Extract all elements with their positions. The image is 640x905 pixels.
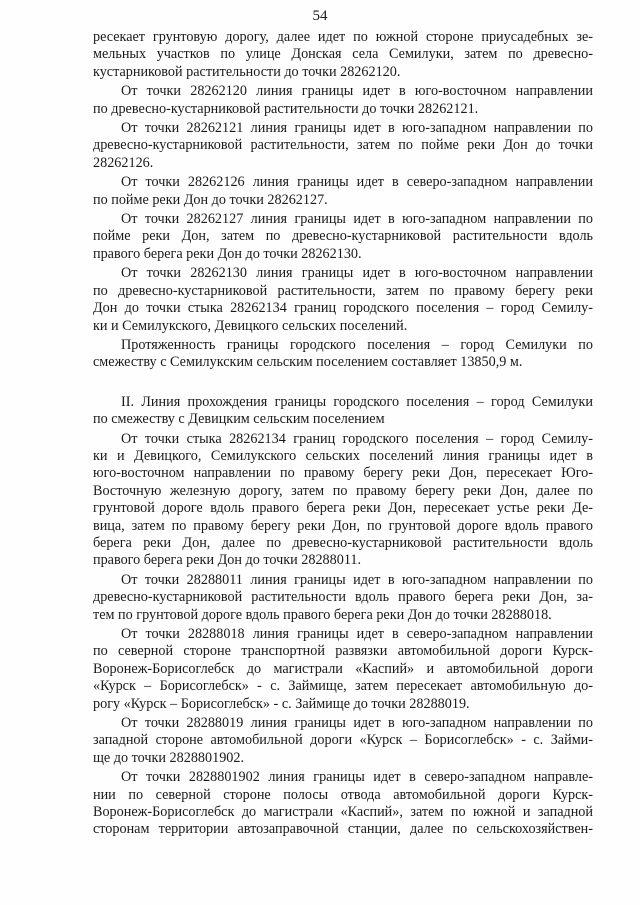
text-line: II. Линия прохождения границы городского поселения – город Семилуки [121, 393, 593, 410]
paragraph [93, 211, 593, 263]
paragraph [93, 265, 593, 335]
text-line: древесно-кустарниковой растительности, затем по пойме реки Дон до точки [93, 137, 593, 154]
text-line: От точки 28288019 линия границы идет в юго-западном направлении по [121, 715, 593, 732]
text-line: по древесно-кустарниковой растительности, затем по правому берегу реки [93, 282, 593, 299]
text-line: Протяженность границы городского поселения – город Семилуки по [121, 336, 593, 353]
text-line: юго-восточном направлении по правому берегу реки Дон, пересекает Юго- [93, 465, 593, 482]
text-line: Восточную железную дорогу, затем по правому берегу реки Дон, далее по [93, 482, 593, 499]
paragraph [93, 769, 593, 839]
paragraph [93, 120, 593, 172]
text-line: От точки 28262127 линия границы идет в юго-западном направлении по [121, 211, 593, 228]
page-number: 54 [312, 8, 328, 24]
text-line: берега реки Дон, далее по древесно-кустарниковой растительности вдоль [93, 534, 593, 551]
section-heading [93, 394, 593, 429]
text-line: грунтовой дороге вдоль правого берега реки Дон, пересекает устье реки Де- [93, 500, 593, 517]
text-line: правого берега реки Дон до точки 28262130. [93, 245, 362, 262]
paragraph [93, 626, 593, 713]
text-line: От точки 28288011 линия границы идет в юго-западном направлении по [121, 571, 593, 588]
paragraph [93, 83, 593, 118]
text-line: смежеству с Семилукским сельским поселением составляет 13850,9 м. [93, 354, 523, 371]
text-line: рогу «Курск – Борисоглебск» - с. Займище до точки 28288019. [93, 695, 470, 712]
section-gap [93, 372, 593, 394]
document-body [93, 29, 593, 839]
text-line: древесно-кустарниковой растительности вдоль правого берега реки Дон, за- [93, 589, 593, 606]
text-line: От точки 28262121 линия границы идет в юго-западном направлении по [121, 120, 593, 137]
text-line: пойме реки Дон, затем по древесно-кустарниковой растительности вдоль [93, 228, 593, 245]
text-line: Воронеж-Борисоглебск до магистрали «Каспий» и автомобильной дороги [93, 660, 593, 677]
paragraph [93, 29, 593, 81]
paragraph [93, 174, 593, 209]
paragraph [93, 572, 593, 624]
text-line: тем по грунтовой дороге вдоль правого берега реки Дон до точки 28288018. [93, 606, 552, 623]
text-line: нии по северной стороне полосы отвода автомобильной дороги Курск- [93, 786, 593, 803]
text-line: Воронеж-Борисоглебск до магистрали «Каспий», затем по южной и западной [93, 804, 593, 821]
text-line: ки и Девицкого, Семилукского сельских поселений линия границы идет в [93, 447, 593, 464]
text-line: вица, затем по правому берегу реки Дон, по грунтовой дороге вдоль правого [93, 517, 593, 534]
text-line: западной стороне автомобильной дороги «Курск – Борисоглебск» - с. Займи- [93, 732, 593, 749]
text-line: «Курск – Борисоглебск» - с. Займище, затем пересекает автомобильную до- [93, 678, 593, 695]
text-line: по северной стороне транспортной развязки автомобильной дороги Курск- [93, 643, 593, 660]
text-line: От точки 28262126 линия границы идет в северо-западном направлении [121, 174, 593, 191]
text-line: по древесно-кустарниковой растительности до точки 28262121. [93, 100, 479, 117]
text-line: по пойме реки Дон до точки 28262127. [93, 191, 328, 208]
paragraph [93, 337, 593, 372]
text-line: правого берега реки Дон до точки 28288011. [93, 552, 362, 569]
text-line: 28262126. [93, 154, 154, 171]
text-line: От точки 2828801902 линия границы идет в северо-западном направле- [121, 769, 593, 786]
text-line: сторонам территории автозаправочной станции, далее по сельскохозяйствен- [93, 821, 593, 838]
text-line: От точки 28288018 линия границы идет в северо-западном направлении [121, 626, 593, 642]
text-line: по смежеству с Девицким сельским поселением [93, 411, 385, 428]
text-line: От точки стыка 28262134 границ городского поселения – город Семилу- [121, 430, 593, 447]
text-line: От точки 28262120 линия границы идет в юго-восточном направлении [121, 83, 593, 100]
text-line: ще до точки 2828801902. [93, 749, 245, 766]
paragraph [93, 431, 593, 570]
paragraph [93, 715, 593, 767]
text-line: От точки 28262130 линия границы идет в юго-восточном направлении [121, 265, 593, 282]
text-line: ки и Семилукского, Девицкого сельских поселений. [93, 317, 408, 334]
text-line: ресекает грунтовую дорогу, далее идет по южной стороне приусадебных зе- [93, 29, 593, 45]
text-line: мельных участков по улице Донская села Семилуки, затем по древесно- [93, 46, 593, 63]
text-line: кустарниковой растительности до точки 28262120. [93, 63, 401, 80]
text-line: Дон до точки стыка 28262134 границ городского поселения – город Семилу- [93, 300, 593, 317]
